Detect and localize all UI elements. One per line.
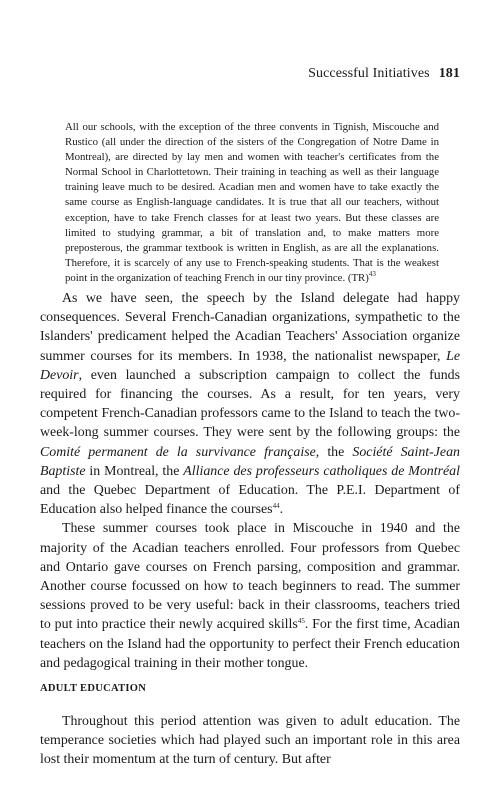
paragraph-text: . For the first time, Acadian teachers on the Island had the opportunity to perfect their French education and pedagogical training in their mother tongue.: [40, 617, 460, 671]
paragraph-text: As we have seen, the speech by the Island delegate had happy consequences. Several French-Canadian organizations, sympathetic to the Islanders' predicament helped the Acadian Teachers' Association organize summer courses for its members. In 1938, the nationalist newspaper,: [40, 291, 460, 364]
paragraph-text: , even launched a subscription campaign to collect the funds required for financing the courses. As a result, for ten years, very competent French-Canadian professors came to the Island to teach the two-week-long summer courses. They were sent by the following groups: the: [40, 367, 460, 441]
block-quote-text: All our schools, with the exception of the three convents in Tignish, Miscouche and Rustico (all under the direction of the sisters of the Congregation of Notre Dame in Montreal), are directed by lay men and women with teacher's certificates from the Normal School in Charlottetown. Their training in teaching as well as their language training leave much to be desired. Acadian men and women have to take exactly the same course as English-language candidates. It is true that all our teachers, without exception, have to take French classes for at least two years. But these classes are limited to studying grammar, a bit of translation and, to make matters more preposterous, the grammar textbook is written in English, as are all the explanations. Therefore, it is scarcely of any use to French-speaking students. That is the weakest point in the organization of teaching French in our tiny province. (TR): [65, 121, 439, 284]
footnote-ref-45: 45: [297, 617, 305, 626]
organization-name: Comité permanent de la survivance française: [40, 444, 316, 460]
paragraph-text: in Montreal, the: [85, 463, 184, 479]
page-number: 181: [438, 66, 460, 81]
paragraph-text: and the Quebec Department of Education. The P.E.I. Department of Education also helped finance the courses: [40, 483, 460, 518]
footnote-ref-44: 44: [272, 502, 280, 511]
paragraph-text: , the: [315, 444, 353, 460]
section-heading: ADULT EDUCATION: [40, 683, 147, 694]
paragraph-adult-education: Throughout this period attention was given to adult education. The temperance societies which had played such an important role in this area lost their momentum at the turn of century. But after: [40, 714, 460, 768]
main-text-continued: [40, 712, 460, 770]
organization-name: Alliance des professeurs catholiques de Montréal: [183, 463, 460, 479]
newspaper-title: Le Devoir: [40, 348, 460, 383]
block-quote-paragraph: [65, 120, 439, 286]
main-text: [40, 289, 460, 673]
running-title: Successful Initiatives: [308, 66, 430, 81]
organization-name: Société Saint-Jean Baptiste: [40, 444, 460, 479]
paragraph-summer-courses-origin: [40, 289, 460, 519]
footnote-ref-43: 43: [368, 269, 376, 278]
running-header: [308, 66, 460, 82]
paragraph-text: .: [279, 502, 284, 518]
paragraph-summer-courses-results: [40, 519, 460, 673]
paragraph-text: These summer courses took place in Miscouche in 1940 and the majority of the Acadian teachers enrolled. Four professors from Quebec and Ontario gave courses on French parsing, composition and grammar. Another course focussed on how to teach beginners to read. The summer sessions proved to be very useful: back in their classrooms, teachers tried to put into practice their newly acquired skills: [40, 521, 460, 633]
block-quote: [65, 120, 439, 286]
